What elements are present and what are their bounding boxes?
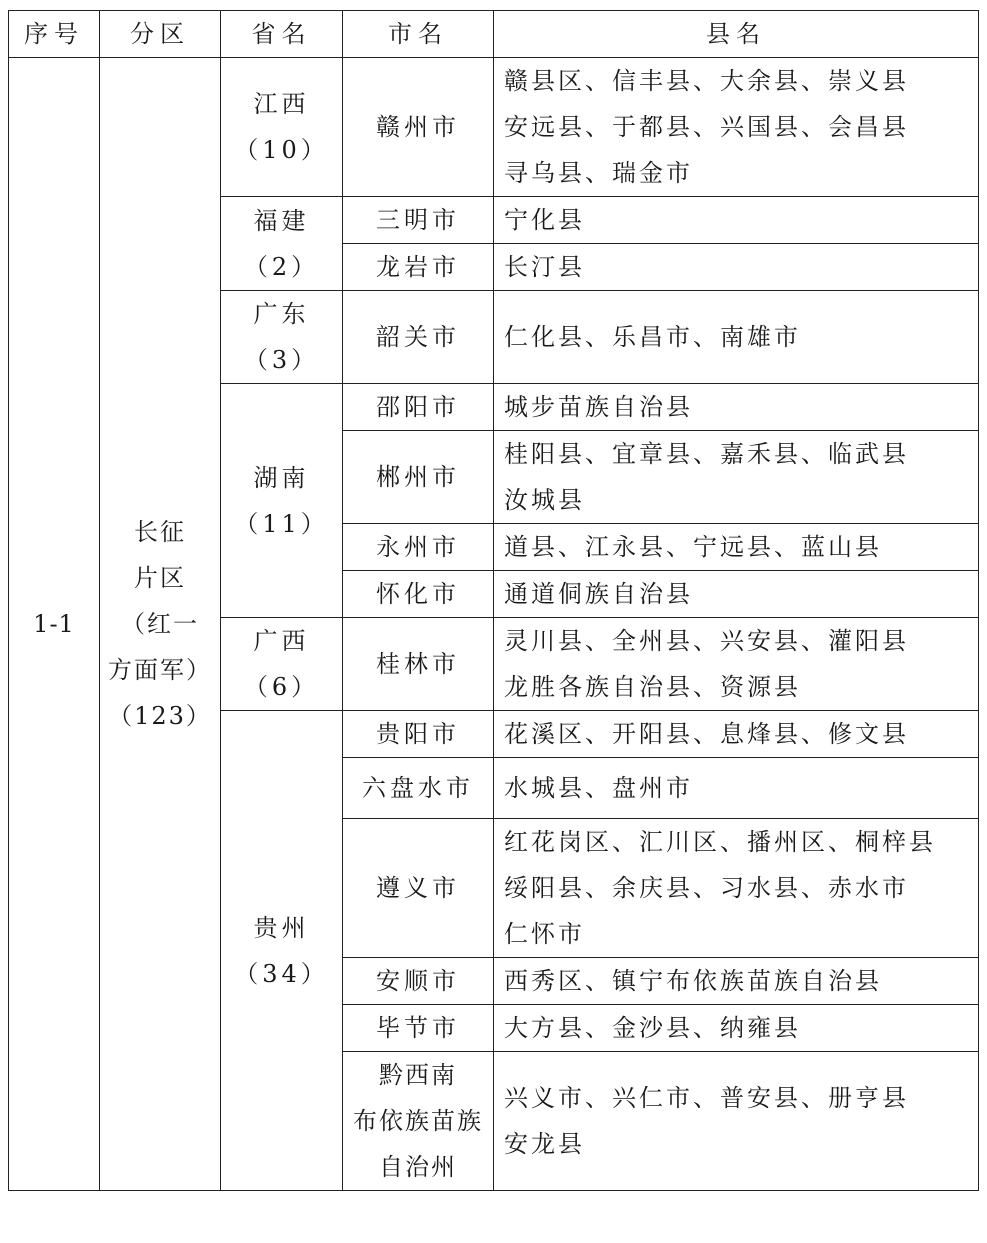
seq-cell: 1-1 xyxy=(9,58,100,1191)
province-cell: 江西 （10） xyxy=(221,58,343,197)
county-cell: 城步苗族自治县 xyxy=(494,384,979,431)
county-cell: 宁化县 xyxy=(494,197,979,244)
header-row xyxy=(9,11,979,58)
city-cell: 毕节市 xyxy=(343,1005,494,1052)
city-cell: 怀化市 xyxy=(343,571,494,618)
county-cell: 水城县、盘州市 xyxy=(494,758,979,819)
header-region: 分区 xyxy=(100,11,221,58)
city-cell: 韶关市 xyxy=(343,291,494,384)
county-cell: 通道侗族自治县 xyxy=(494,571,979,618)
province-cell: 福建 （2） xyxy=(221,197,343,291)
city-cell: 郴州市 xyxy=(343,431,494,524)
header-seq: 序号 xyxy=(9,11,100,58)
header-province: 省名 xyxy=(221,11,343,58)
county-table xyxy=(8,10,979,1191)
county-cell: 桂阳县、宜章县、嘉禾县、临武县 汝城县 xyxy=(494,431,979,524)
city-cell: 贵阳市 xyxy=(343,711,494,758)
city-cell: 邵阳市 xyxy=(343,384,494,431)
header-city: 市名 xyxy=(343,11,494,58)
county-cell: 大方县、金沙县、纳雍县 xyxy=(494,1005,979,1052)
county-cell: 灵川县、全州县、兴安县、灌阳县 龙胜各族自治县、资源县 xyxy=(494,618,979,711)
header-county: 县名 xyxy=(494,11,979,58)
county-cell: 长汀县 xyxy=(494,244,979,291)
city-cell: 六盘水市 xyxy=(343,758,494,819)
region-cell: 长征 片区 （红一 方面军） （123） xyxy=(100,58,221,1191)
province-cell: 广东 （3） xyxy=(221,291,343,384)
city-cell: 黔西南 布依族苗族 自治州 xyxy=(343,1052,494,1191)
province-cell: 贵州 （34） xyxy=(221,711,343,1191)
county-cell: 红花岗区、汇川区、播州区、桐梓县 绥阳县、余庆县、习水县、赤水市 仁怀市 xyxy=(494,819,979,958)
city-cell: 赣州市 xyxy=(343,58,494,197)
city-cell: 三明市 xyxy=(343,197,494,244)
city-cell: 永州市 xyxy=(343,524,494,571)
county-cell: 道县、江永县、宁远县、蓝山县 xyxy=(494,524,979,571)
province-cell: 广西 （6） xyxy=(221,618,343,711)
county-cell: 仁化县、乐昌市、南雄市 xyxy=(494,291,979,384)
city-cell: 桂林市 xyxy=(343,618,494,711)
county-cell: 花溪区、开阳县、息烽县、修文县 xyxy=(494,711,979,758)
county-cell: 赣县区、信丰县、大余县、崇义县 安远县、于都县、兴国县、会昌县 寻乌县、瑞金市 xyxy=(494,58,979,197)
county-cell: 西秀区、镇宁布依族苗族自治县 xyxy=(494,958,979,1005)
city-cell: 龙岩市 xyxy=(343,244,494,291)
city-cell: 遵义市 xyxy=(343,819,494,958)
city-cell: 安顺市 xyxy=(343,958,494,1005)
province-cell: 湖南 （11） xyxy=(221,384,343,618)
county-cell: 兴义市、兴仁市、普安县、册亨县 安龙县 xyxy=(494,1052,979,1191)
table-row xyxy=(9,58,979,197)
